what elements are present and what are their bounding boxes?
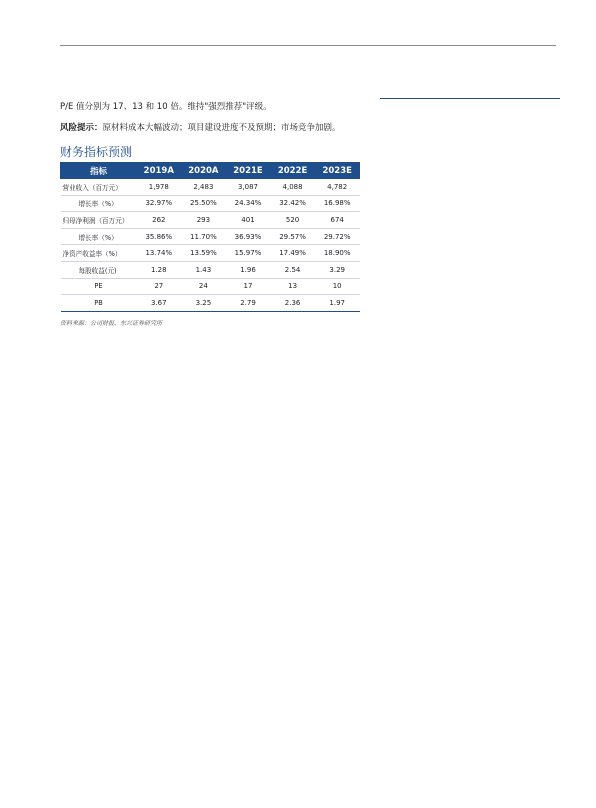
- table-row: [61, 212, 360, 229]
- table-cell: 17.49%: [270, 245, 315, 262]
- row-label: PB: [61, 295, 137, 312]
- table-cell: 674: [315, 212, 360, 229]
- table-cell: 13.74%: [137, 245, 182, 262]
- table-cell: 27: [137, 278, 182, 295]
- valuation-paragraph: P/E 值分别为 17、13 和 10 倍。维持"强烈推荐"评级。: [60, 102, 272, 112]
- header-2019a: 2019A: [137, 163, 182, 179]
- row-label: 增长率（%）: [61, 195, 137, 212]
- table-cell: 17: [226, 278, 271, 295]
- table-cell: 4,782: [315, 179, 360, 196]
- table-cell: 1.28: [137, 261, 182, 278]
- table-cell: 1.97: [315, 295, 360, 312]
- table-cell: 29.57%: [270, 228, 315, 245]
- table-cell: 29.72%: [315, 228, 360, 245]
- table-row: [61, 278, 360, 295]
- table-cell: 401: [226, 212, 271, 229]
- row-label: 营业收入（百万元）: [61, 179, 137, 196]
- table-cell: 3.25: [181, 295, 226, 312]
- header-2023e: 2023E: [315, 163, 360, 179]
- sidebar-rule: [380, 98, 560, 99]
- table-row: [61, 261, 360, 278]
- table-cell: 1.96: [226, 261, 271, 278]
- table-cell: 3,087: [226, 179, 271, 196]
- table-cell: 13.59%: [181, 245, 226, 262]
- risk-label: 风险提示：: [60, 123, 103, 133]
- table-row: [61, 195, 360, 212]
- header-rule: [60, 45, 556, 46]
- table-cell: 10: [315, 278, 360, 295]
- section-title: 财务指标预测: [60, 145, 133, 159]
- row-label: 增长率（%）: [61, 228, 137, 245]
- table-cell: 13: [270, 278, 315, 295]
- table-cell: 3.29: [315, 261, 360, 278]
- row-label: 净资产收益率（%）: [61, 245, 137, 262]
- table-cell: 3.67: [137, 295, 182, 312]
- header-2020a: 2020A: [181, 163, 226, 179]
- row-label: PE: [61, 278, 137, 295]
- table-cell: 1,978: [137, 179, 182, 196]
- table-cell: 35.86%: [137, 228, 182, 245]
- table-cell: 2.79: [226, 295, 271, 312]
- table-cell: 25.50%: [181, 195, 226, 212]
- table-cell: 16.98%: [315, 195, 360, 212]
- header-indicator: 指标: [61, 163, 137, 179]
- risk-paragraph: [60, 122, 341, 134]
- header-2021e: 2021E: [226, 163, 271, 179]
- header-2022e: 2022E: [270, 163, 315, 179]
- table-cell: 1.43: [181, 261, 226, 278]
- table-cell: 2.36: [270, 295, 315, 312]
- table-row: [61, 228, 360, 245]
- table-cell: 36.93%: [226, 228, 271, 245]
- table-row: [61, 179, 360, 196]
- table-row: [61, 295, 360, 312]
- table-cell: 24: [181, 278, 226, 295]
- table-cell: 2,483: [181, 179, 226, 196]
- table-cell: 2.54: [270, 261, 315, 278]
- table-cell: 32.42%: [270, 195, 315, 212]
- row-label: 每股收益(元): [61, 261, 137, 278]
- table-cell: 11.70%: [181, 228, 226, 245]
- source-note: 资料来源：公司财报、东兴证券研究所: [60, 320, 163, 327]
- table-cell: 520: [270, 212, 315, 229]
- table-cell: 18.90%: [315, 245, 360, 262]
- table-cell: 293: [181, 212, 226, 229]
- table-cell: 24.34%: [226, 195, 271, 212]
- table-cell: 4,088: [270, 179, 315, 196]
- table-header-row: [61, 163, 360, 179]
- table-cell: 32.97%: [137, 195, 182, 212]
- row-label: 归母净利润（百万元）: [61, 212, 137, 229]
- table-cell: 15.97%: [226, 245, 271, 262]
- table-row: [61, 245, 360, 262]
- table-cell: 262: [137, 212, 182, 229]
- financial-forecast-table: [60, 162, 360, 312]
- risk-text: 原材料成本大幅波动；项目建设进度不及预期；市场竞争加剧。: [102, 123, 341, 133]
